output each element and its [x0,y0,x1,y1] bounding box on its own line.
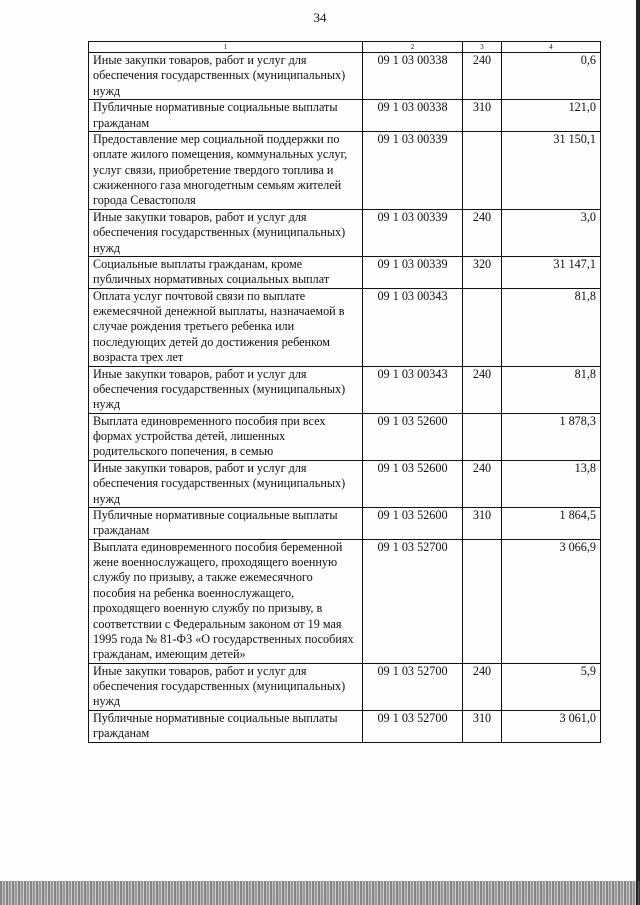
row-code-cell: 09 1 03 52700 [363,539,463,663]
row-code-cell: 09 1 03 52700 [363,710,463,742]
row-amount-cell: 31 150,1 [502,131,601,209]
row-amount-cell: 3 066,9 [502,539,601,663]
row-code-cell: 09 1 03 00338 [363,100,463,132]
row-name-cell: Оплата услуг почтовой связи по выплате ежемесячной денежной выплаты, назначаемой в случае рождения третьего ребенка или последующих детей до достижения ребенком возраста трех лет [89,288,363,366]
row-code-cell: 09 1 03 52600 [363,460,463,507]
row-amount-cell: 3 061,0 [502,710,601,742]
table-row [89,366,601,413]
row-amount-cell: 5,9 [502,663,601,710]
table-row [89,460,601,507]
row-name-cell: Иные закупки товаров, работ и услуг для обеспечения государственных (муниципальных) нужд [89,209,363,256]
row-type-cell: 240 [463,366,502,413]
header-col-4: 4 [502,42,601,53]
row-code-cell: 09 1 03 52600 [363,413,463,460]
row-amount-cell: 121,0 [502,100,601,132]
row-name-cell: Иные закупки товаров, работ и услуг для обеспечения государственных (муниципальных) нужд [89,460,363,507]
row-amount-cell: 1 864,5 [502,507,601,539]
table-row [89,256,601,288]
row-name-cell: Публичные нормативные социальные выплаты гражданам [89,100,363,132]
row-code-cell: 09 1 03 00339 [363,256,463,288]
row-code-cell: 09 1 03 00338 [363,53,463,100]
row-type-cell: 310 [463,710,502,742]
page-number: 34 [313,10,327,25]
scan-edge [636,0,640,905]
table-row [89,710,601,742]
row-amount-cell: 0,6 [502,53,601,100]
row-type-cell: 310 [463,507,502,539]
table-header-row [89,42,601,53]
row-code-cell: 09 1 03 00339 [363,209,463,256]
scan-noise-strip [0,881,640,905]
row-amount-cell: 81,8 [502,366,601,413]
row-code-cell: 09 1 03 52700 [363,663,463,710]
table-row [89,413,601,460]
row-code-cell: 09 1 03 00343 [363,288,463,366]
row-amount-cell: 13,8 [502,460,601,507]
row-code-cell: 09 1 03 00339 [363,131,463,209]
table-row [89,507,601,539]
row-type-cell: 240 [463,663,502,710]
header-col-1: 1 [89,42,363,53]
row-code-cell: 09 1 03 00343 [363,366,463,413]
row-name-cell: Предоставление мер социальной поддержки по оплате жилого помещения, коммунальных услуг, услуг связи, приобретение твердого топлива и сжиженного газа многодетным семьям жителей города Севастополя [89,131,363,209]
row-name-cell: Публичные нормативные социальные выплаты гражданам [89,710,363,742]
table-body [89,53,601,743]
row-type-cell: 240 [463,53,502,100]
row-type-cell [463,413,502,460]
row-type-cell: 240 [463,460,502,507]
row-name-cell: Иные закупки товаров, работ и услуг для обеспечения государственных (муниципальных) нужд [89,366,363,413]
header-col-3: 3 [463,42,502,53]
row-name-cell: Социальные выплаты гражданам, кроме публичных нормативных социальных выплат [89,256,363,288]
table-row [89,663,601,710]
row-name-cell: Публичные нормативные социальные выплаты гражданам [89,507,363,539]
row-code-cell: 09 1 03 52600 [363,507,463,539]
header-col-2: 2 [363,42,463,53]
row-name-cell: Выплата единовременного пособия беременной жене военнослужащего, проходящего военную службу по призыву, а также ежемесячного пособия на ребенка военнослужащего, проходящего военную службу по призыву, в соответствии с Федеральным законом от 19 мая 1995 года № 81-ФЗ «О государственных пособиях гражданам, имеющим детей» [89,539,363,663]
row-type-cell: 240 [463,209,502,256]
row-type-cell: 310 [463,100,502,132]
table-row [89,131,601,209]
row-type-cell: 320 [463,256,502,288]
row-amount-cell: 3,0 [502,209,601,256]
row-amount-cell: 1 878,3 [502,413,601,460]
budget-table [88,41,601,743]
table-row [89,209,601,256]
row-type-cell [463,288,502,366]
row-amount-cell: 31 147,1 [502,256,601,288]
row-type-cell [463,539,502,663]
row-amount-cell: 81,8 [502,288,601,366]
row-name-cell: Иные закупки товаров, работ и услуг для обеспечения государственных (муниципальных) нужд [89,663,363,710]
table-row [89,100,601,132]
table-row [89,288,601,366]
table-row [89,539,601,663]
row-name-cell: Выплата единовременного пособия при всех формах устройства детей, лишенных родительского попечения, в семью [89,413,363,460]
row-type-cell [463,131,502,209]
table-row [89,53,601,100]
row-name-cell: Иные закупки товаров, работ и услуг для обеспечения государственных (муниципальных) нужд [89,53,363,100]
